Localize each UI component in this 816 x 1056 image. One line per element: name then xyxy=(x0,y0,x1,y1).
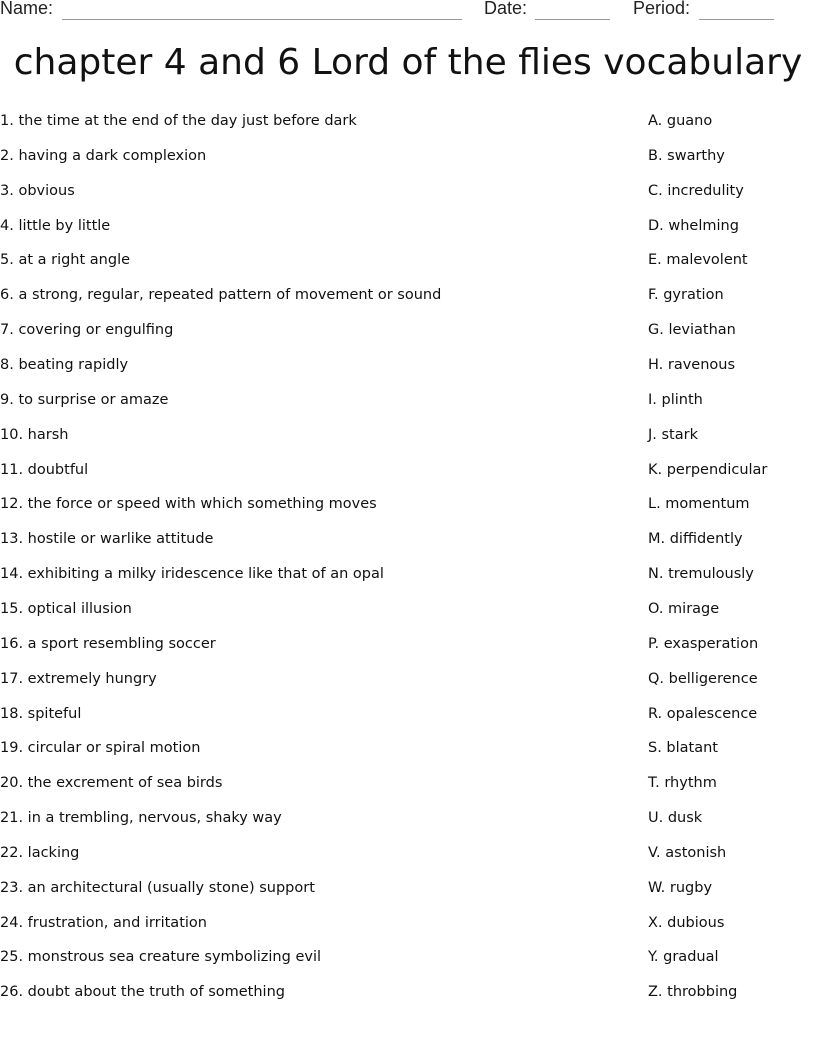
clue-item: 15. optical illusion xyxy=(0,600,132,617)
word-bank-item: Y. gradual xyxy=(648,949,719,966)
date-label: Date: xyxy=(484,0,528,18)
clue-item: 21. in a trembling, nervous, shaky way xyxy=(0,810,282,826)
word-bank-item: Z. throbbing xyxy=(648,984,738,1001)
word-bank-item: C. incredulity xyxy=(648,182,744,199)
clue-item: 20. the excrement of sea birds xyxy=(0,775,223,792)
word-bank-item: W. rugby xyxy=(648,879,713,896)
clue-item: 14. exhibiting a milky iridescence like that of an opal xyxy=(0,566,384,582)
date-blank-line[interactable] xyxy=(535,19,610,20)
word-bank-item: F. gyration xyxy=(648,287,724,304)
word-bank-item: X. dubious xyxy=(648,914,725,931)
period-blank-line[interactable] xyxy=(699,19,774,20)
clue-item: 23. an architectural (usually stone) support xyxy=(0,879,315,896)
clue-item: 13. hostile or warlike attitude xyxy=(0,531,214,548)
word-bank-item: M. diffidently xyxy=(648,531,743,548)
clue-item: 3. obvious xyxy=(0,182,75,199)
clue-item: 18. spiteful xyxy=(0,705,82,722)
word-bank-item: K. perpendicular xyxy=(648,461,768,478)
word-bank-item: R. opalescence xyxy=(648,705,758,722)
word-bank-item: D. whelming xyxy=(648,217,739,234)
word-bank-item: I. plinth xyxy=(648,391,703,408)
word-bank-item: T. rhythm xyxy=(648,775,717,792)
word-bank-item: Q. belligerence xyxy=(648,670,758,687)
word-bank-item: E. malevolent xyxy=(648,252,748,269)
clue-item: 6. a strong, regular, repeated pattern of movement or sound xyxy=(0,287,442,304)
clue-item: 8. beating rapidly xyxy=(0,357,129,373)
clue-item: 25. monstrous sea creature symbolizing evil xyxy=(0,949,321,966)
word-bank-item: L. momentum xyxy=(648,496,750,513)
clue-item: 12. the force or speed with which something moves xyxy=(0,496,377,513)
word-bank-item: S. blatant xyxy=(648,740,718,757)
clue-item: 24. frustration, and irritation xyxy=(0,914,207,931)
name-blank-line[interactable] xyxy=(62,19,462,20)
clue-item: 2. having a dark complexion xyxy=(0,147,207,164)
word-bank-item: G. leviathan xyxy=(648,322,736,339)
clue-item: 16. a sport resembling soccer xyxy=(0,635,216,652)
word-bank-item: J. stark xyxy=(648,426,698,443)
word-bank-item: A. guano xyxy=(648,113,713,129)
word-bank-item: P. exasperation xyxy=(648,635,759,652)
clue-item: 17. extremely hungry xyxy=(0,670,157,687)
word-bank-item: N. tremulously xyxy=(648,566,754,582)
clue-item: 22. lacking xyxy=(0,844,80,861)
clue-item: 11. doubtful xyxy=(0,461,89,478)
word-bank-item: O. mirage xyxy=(648,600,720,617)
word-bank-item: U. dusk xyxy=(648,810,703,826)
clue-item: 7. covering or engulfing xyxy=(0,322,174,339)
period-label: Period: xyxy=(633,0,691,18)
clue-item: 9. to surprise or amaze xyxy=(0,391,169,408)
name-label: Name: xyxy=(0,0,54,18)
clue-item: 26. doubt about the truth of something xyxy=(0,984,285,1001)
word-bank-item: H. ravenous xyxy=(648,357,736,373)
clue-item: 10. harsh xyxy=(0,426,69,443)
worksheet-title: chapter 4 and 6 Lord of the flies vocabulary xyxy=(13,42,803,83)
clue-item: 19. circular or spiral motion xyxy=(0,740,201,757)
clue-item: 5. at a right angle xyxy=(0,252,131,269)
word-bank-item: B. swarthy xyxy=(648,147,725,164)
clue-item: 4. little by little xyxy=(0,217,111,234)
worksheet-header xyxy=(0,0,816,24)
word-bank-item: V. astonish xyxy=(648,844,727,861)
clue-item: 1. the time at the end of the day just before dark xyxy=(0,113,357,129)
